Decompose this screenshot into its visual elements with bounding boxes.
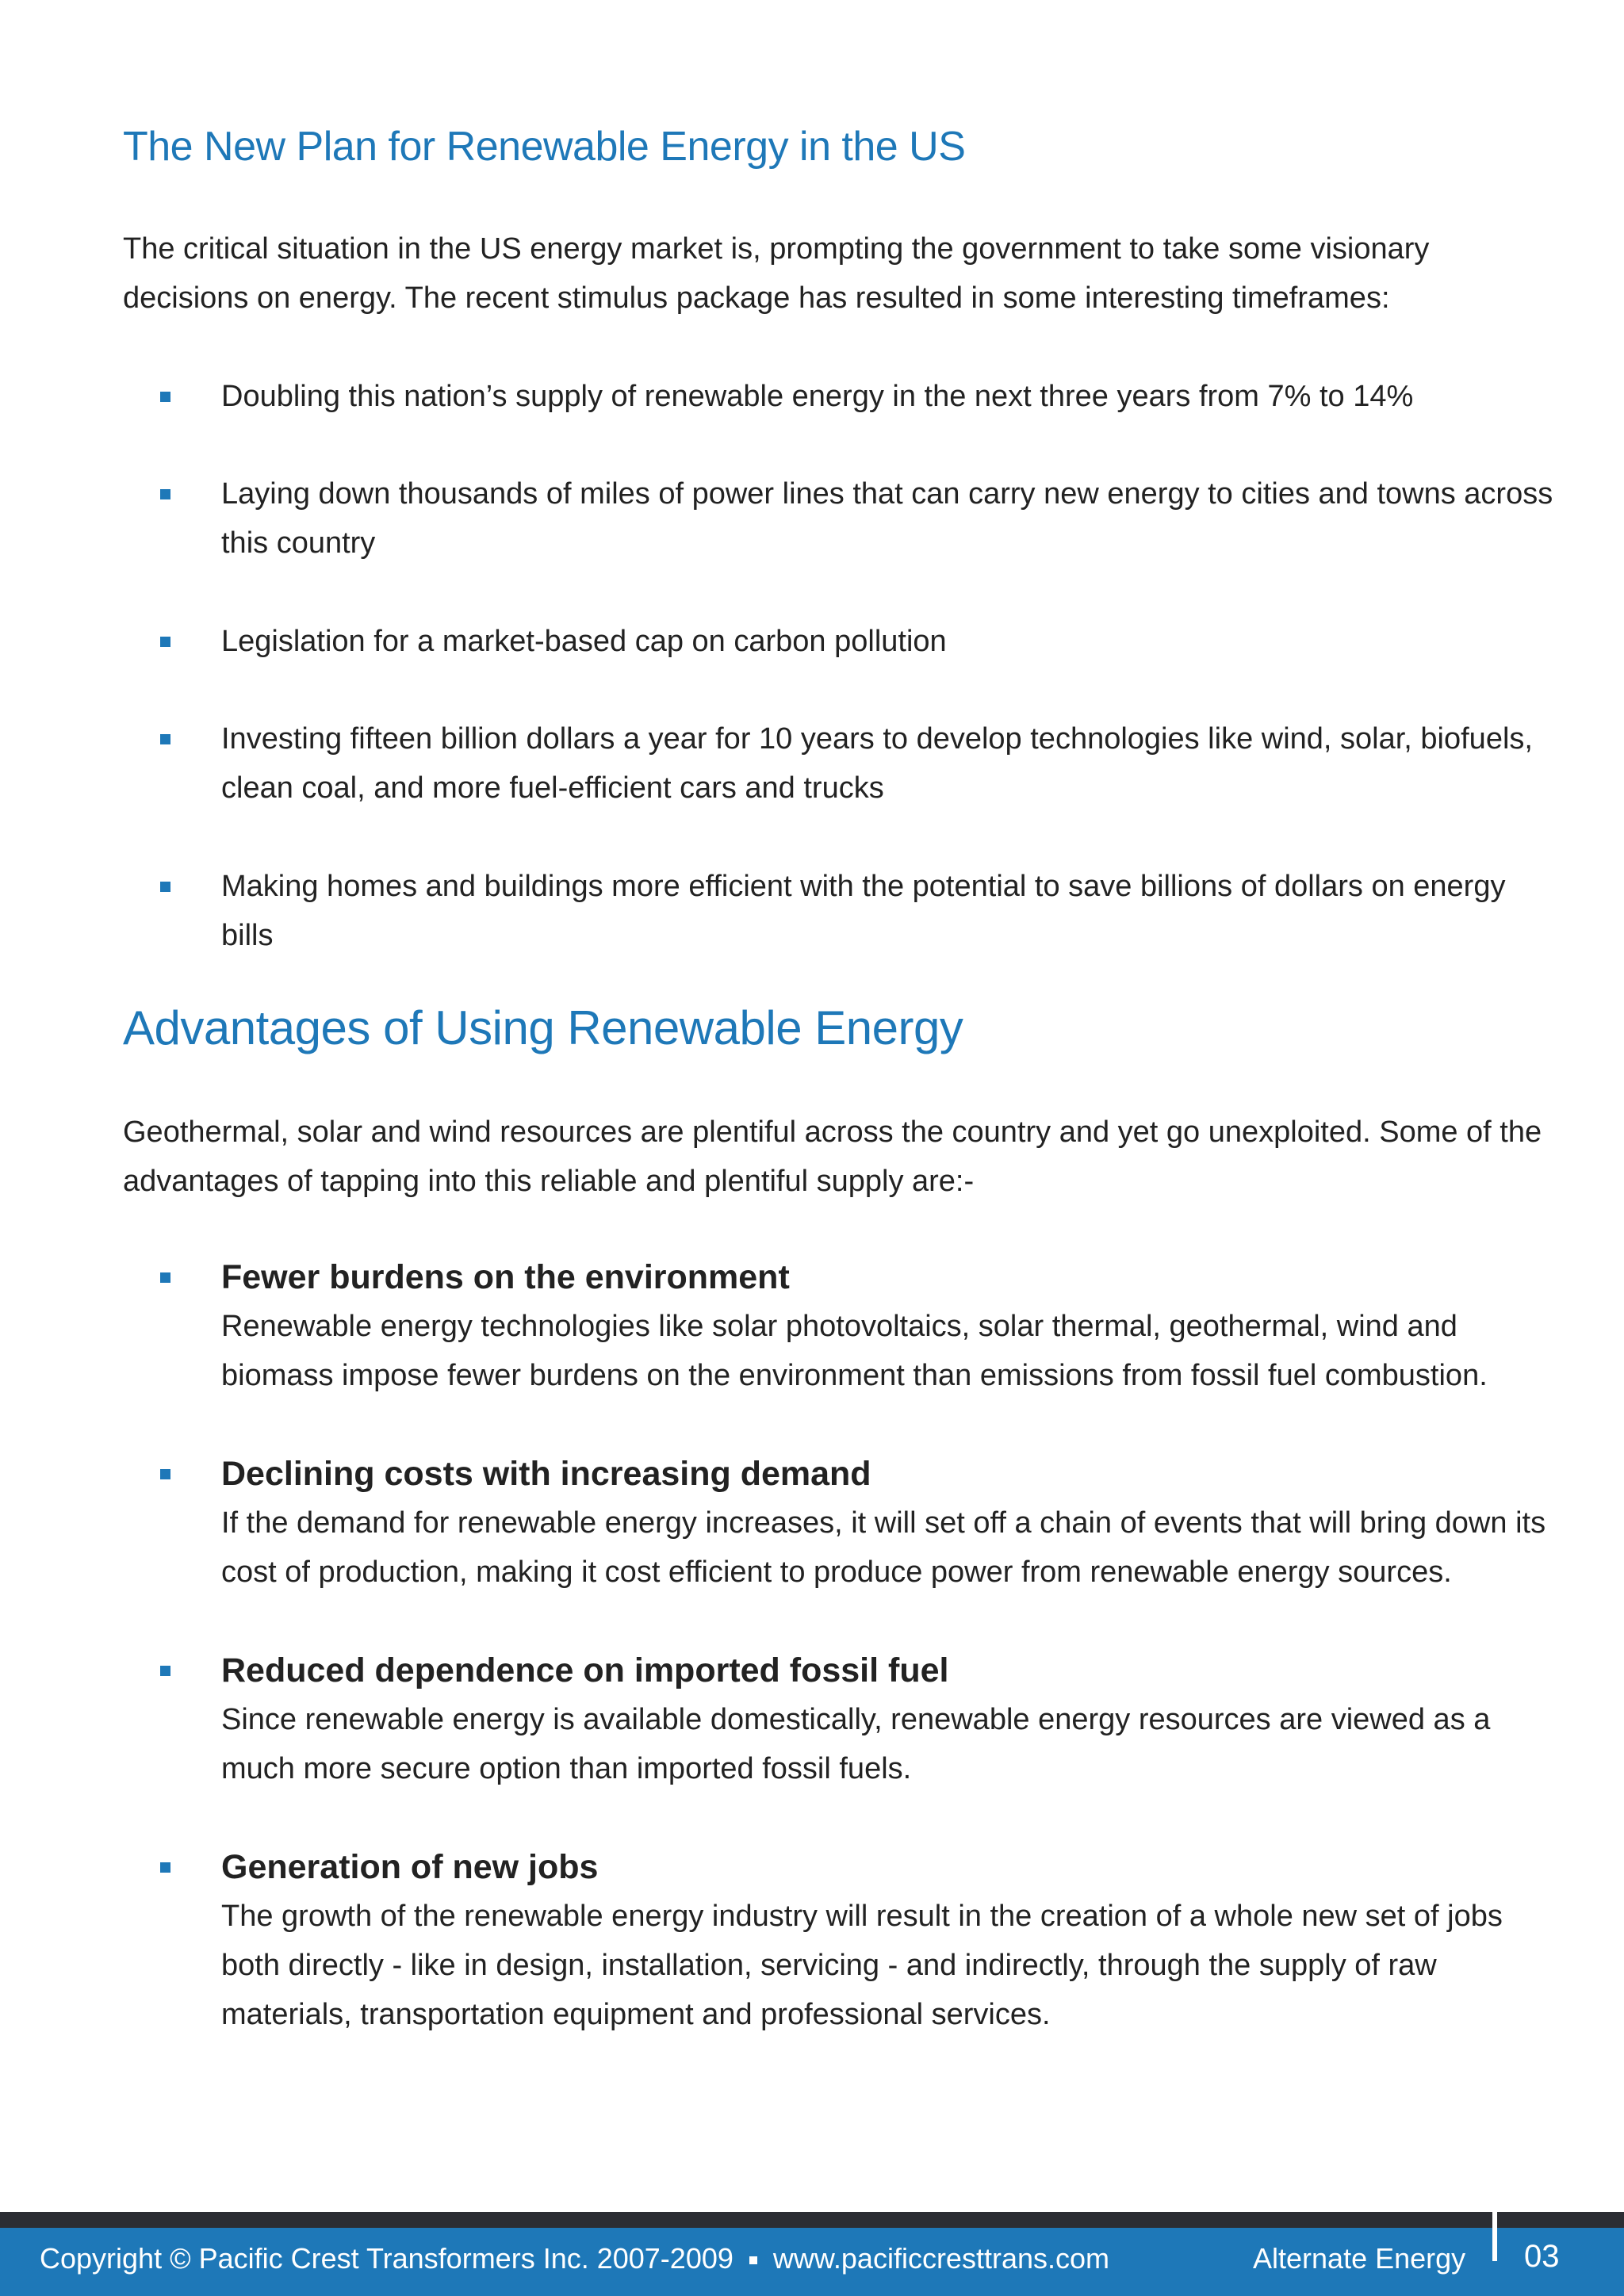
footer-copyright-line [40,2242,1109,2275]
footer-copyright: Copyright © Pacific Crest Transformers Inc. 2007-2009 [40,2242,733,2275]
list-item-text: Making homes and buildings more efficient with the potential to save billions of dollars on energy bills [221,870,1506,952]
list-item-body: If the demand for renewable energy increases, it will set off a chain of events that will bring down its cost of production, making it cost efficient to produce power from renewable energy sources. [221,1506,1546,1589]
square-bullet-icon [160,489,170,499]
footer-top-band [0,2212,1624,2228]
footer-section-name: Alternate Energy [1253,2242,1466,2275]
list-item-text [221,1253,1553,1400]
footer-website-link[interactable]: www.pacificcresttrans.com [772,2242,1109,2275]
section-intro-advantages: Geothermal, solar and wind resources are plentiful across the country and yet go unexploited. Some of the advantages of tapping into this reliable and plentiful supply are:- [123,1115,1542,1198]
square-bullet-icon [160,1862,170,1873]
footer-divider [1492,2212,1497,2261]
square-bullet-icon [160,734,170,744]
list-item-text: Legislation for a market-based cap on carbon pollution [221,625,947,658]
list-item-text [221,1646,1553,1793]
page-number: 03 [1524,2239,1560,2274]
list-item-body: Renewable energy technologies like solar photovoltaics, solar thermal, geothermal, wind and biomass impose fewer burdens on the environment than emissions from fossil fuel combustion. [221,1310,1488,1392]
list-item-title: Generation of new jobs [221,1848,599,1886]
list-item-body: The growth of the renewable energy industry will result in the creation of a whole new set of jobs both directly - like in design, installation, servicing - and indirectly, through the supply of raw materials, transportation equipment and professional services. [221,1900,1503,2031]
square-separator-icon [749,2256,757,2264]
list-item-title: Declining costs with increasing demand [221,1455,871,1493]
page-footer [0,2228,1624,2296]
list-item-title: Fewer burdens on the environment [221,1258,790,1296]
list-item-body: Since renewable energy is available domestically, renewable energy resources are viewed as a much more secure option than imported fossil fuels. [221,1703,1491,1785]
square-bullet-icon [160,1666,170,1676]
section-heading-advantages: Advantages of Using Renewable Energy [123,1001,963,1054]
list-item-title: Reduced dependence on imported fossil fuel [221,1651,949,1689]
list-item-text: Laying down thousands of miles of power lines that can carry new energy to cities and towns across this country [221,477,1553,560]
list-item-text [221,1449,1553,1597]
list-item-text: Investing fifteen billion dollars a year for 10 years to develop technologies like wind, solar, biofuels, clean coal, and more fuel-efficient cars and trucks [221,722,1533,805]
square-bullet-icon [160,392,170,402]
section-intro-renewable-plan: The critical situation in the US energy market is, prompting the government to take some visionary decisions on energy. The recent stimulus package has resulted in some interesting timeframes: [123,232,1430,315]
list-item-text: Doubling this nation’s supply of renewable energy in the next three years from 7% to 14% [221,380,1414,413]
list-item-text [221,1843,1553,2039]
square-bullet-icon [160,1272,170,1283]
square-bullet-icon [160,1469,170,1479]
square-bullet-icon [160,882,170,892]
square-bullet-icon [160,637,170,647]
section-heading-renewable-plan: The New Plan for Renewable Energy in the US [123,124,966,170]
